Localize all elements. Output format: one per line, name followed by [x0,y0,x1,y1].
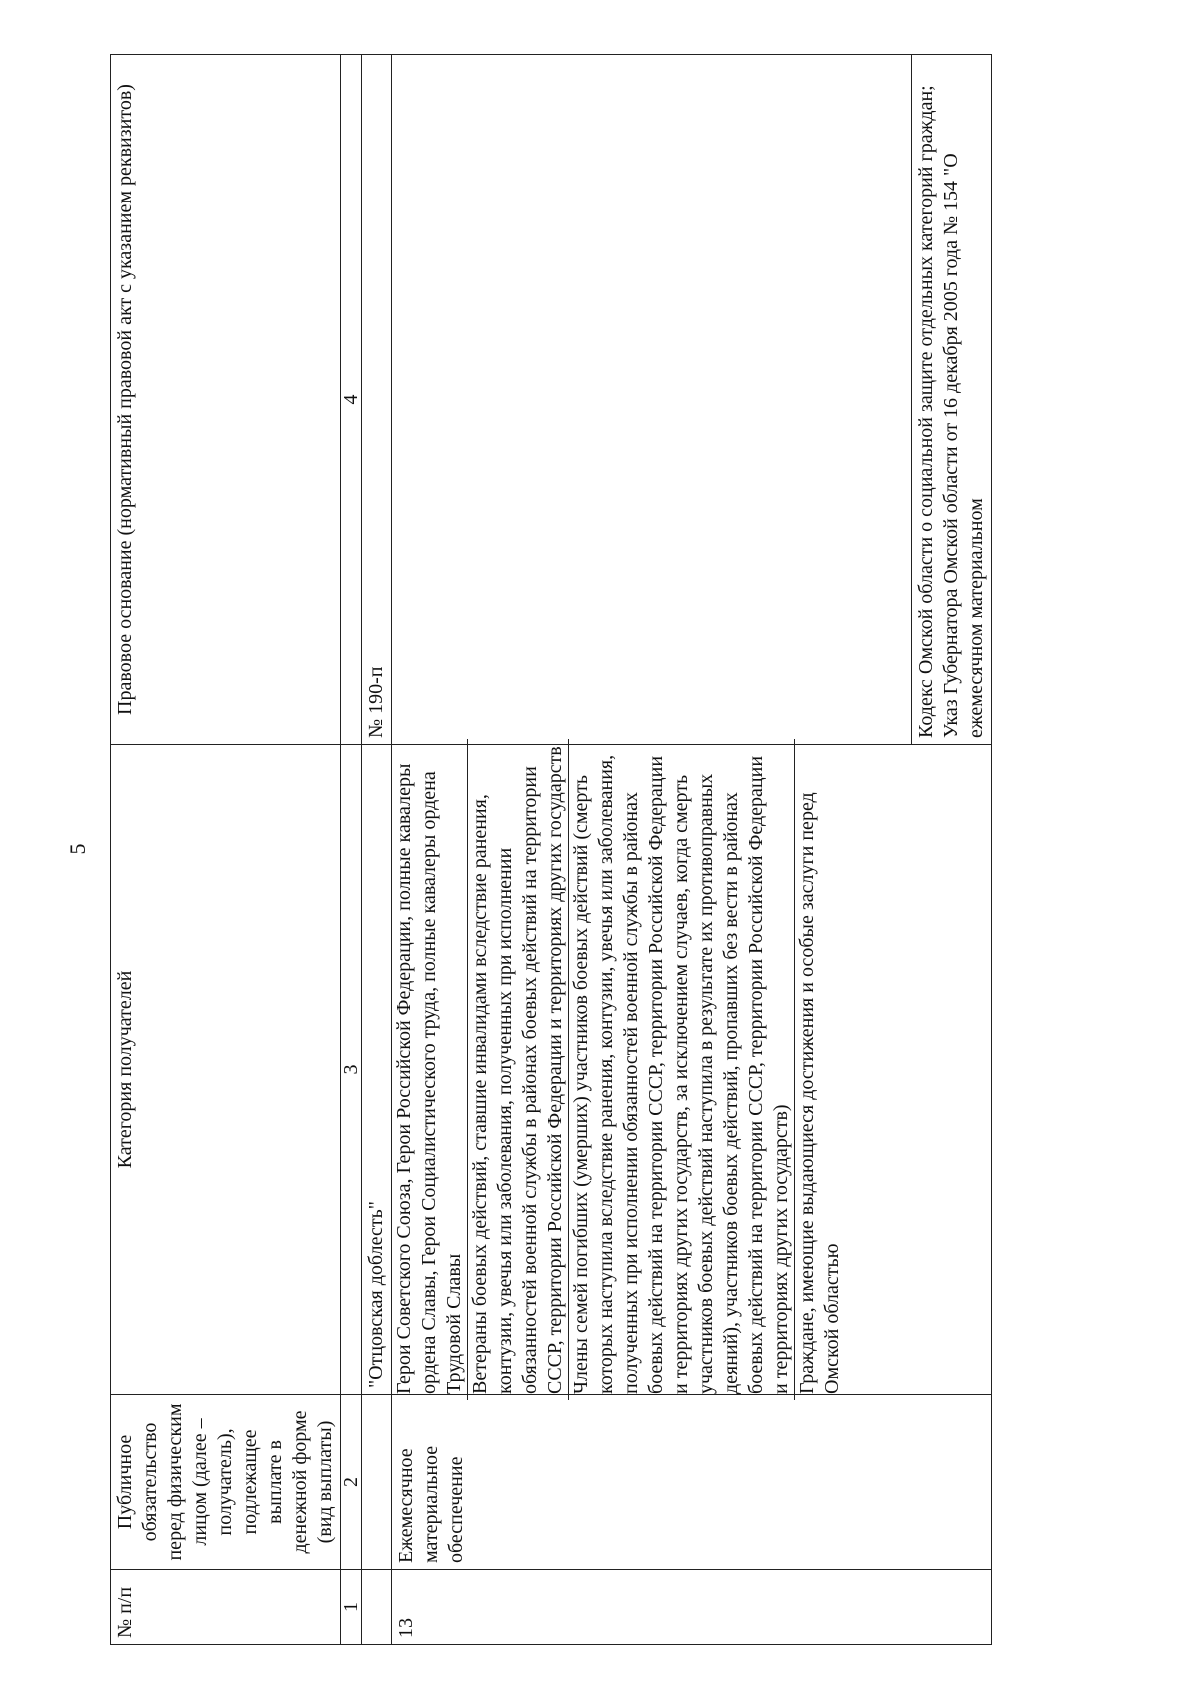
legal-basis-cell: № 190-п [362,55,392,745]
category-item: Ветераны боевых действий, ставшие инвалидами вследствие ранения, контузии, увечья или заболевания, полученных при исполнении обязанностей военной службы в районах боевых действий на территории СССР, территории Российской Федерации и территориях других государств [467,739,568,1400]
row-number-empty [362,1570,392,1645]
payment-type-cell: Ежемесячное материальное обеспечение [392,1395,992,1570]
benefits-table [110,54,992,1645]
table-row [362,55,392,1645]
table-row [392,55,992,1645]
column-number: 2 [341,1395,362,1570]
column-number: 3 [341,745,362,1395]
column-number: 4 [341,55,362,745]
category-item: Члены семей погибших (умерших) участников боевых действий (смерть которых наступила вследствие ранения, контузии, увечья или заболевания, полученных при исполнении обязанностей военной службы в районах боевых действий на территории СССР, территории Российской Федерации и территориях других государств, за исключением случаев, когда смерть участников боевых действий наступила в результате их противоправных деяний), участников боевых действий, пропавших без вести в районах боевых действий на территории СССР, территории Российской Федерации и территориях других государств) [568,739,794,1400]
category-item: Граждане, имеющие выдающиеся достижения и особые заслуги перед Омской областью [794,739,845,1400]
legal-basis-empty [392,55,911,744]
header-legal-basis: Правовое основание (нормативный правовой акт с указанием реквизитов) [111,55,341,745]
row-number: 13 [392,1570,992,1645]
header-number: № п/п [111,1570,341,1645]
category-item: Герои Советского Союза, Герои Российской Федерации, полные кавалеры ордена Славы, Герои Социалистического труда, полные кавалеры ордена Трудовой Славы [393,763,465,1394]
page-number: 5 [65,843,90,855]
category-cell [392,745,992,1395]
rotated-table-wrapper [110,55,1140,1645]
header-category: Категория получателей [111,745,341,1395]
payment-type-empty [362,1395,392,1570]
legal-basis-cell [392,55,992,745]
header-payment-type: Публичное обязательство перед физическим лицом (далее – получатель), подлежащее выплате в денежной форме (вид выплаты) [111,1395,341,1570]
header-row [111,55,341,1645]
category-cell: "Отцовская доблесть" [362,745,392,1395]
column-number-row [341,55,362,1645]
column-number: 1 [341,1570,362,1645]
legal-basis-text: Кодекс Омской области о социальной защите отдельных категорий граждан; Указ Губернатора Омской области от 16 декабря 2005 года № 154 "О ежемесячном материальном [911,55,991,744]
